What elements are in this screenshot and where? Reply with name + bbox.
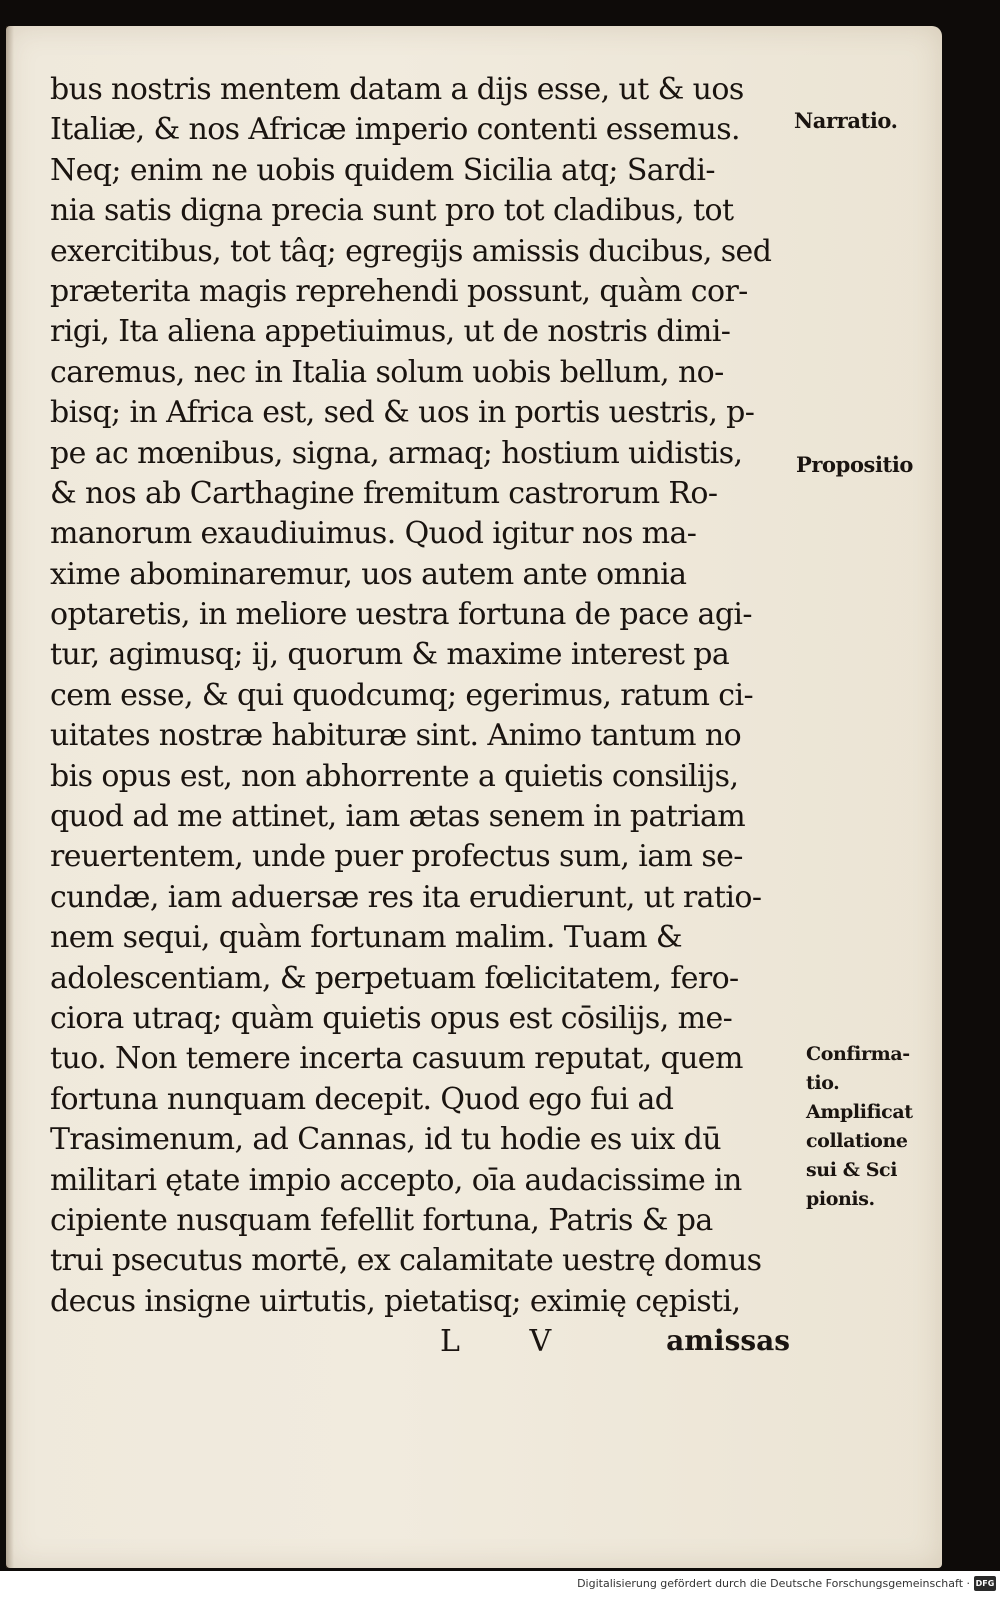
text-line: militari ętate impio accepto, oīa audacissime in: [50, 1162, 742, 1198]
text-line: Trasimenum, ad Cannas, id tu hodie es uix dū: [50, 1122, 721, 1158]
text-line: cundæ, iam aduersæ res ita erudierunt, ut ratio-: [50, 879, 762, 915]
book-page: [6, 26, 942, 1568]
text-line: bisq; in Africa est, sed & uos in portis uestris, p-: [50, 395, 755, 431]
text-line: uitates nostræ habituræ sint. Animo tantum no: [50, 718, 742, 754]
marginal-note-propositio: Propositio: [796, 452, 914, 477]
catchword: amissas: [666, 1324, 790, 1358]
marginal-note-narratio: Narratio.: [794, 108, 898, 133]
text-line: rigi, Ita aliena appetiuimus, ut de nostris dimi-: [50, 314, 731, 350]
body-text: [50, 70, 810, 1368]
funding-credit: Digitalisierung gefördert durch die Deutsche Forschungsgemeinschaft ·: [577, 1577, 970, 1590]
text-line: cem esse, & qui quodcumq; egerimus, ratum ci-: [50, 677, 754, 713]
marginal-line: tio.: [806, 1072, 840, 1094]
text-line: tuo. Non temere incerta casuum reputat, quem: [50, 1041, 743, 1077]
text-line: caremus, nec in Italia solum uobis bellum, no-: [50, 354, 724, 390]
signature-mark: L V: [440, 1324, 582, 1360]
text-line: trui psecutus mortē, ex calamitate uestrę domus: [50, 1243, 762, 1279]
text-line: bus nostris mentem datam a dijs esse, ut & uos: [50, 72, 744, 107]
marginal-note-confirmatio: [806, 1040, 913, 1214]
text-line: Italiæ, & nos Africæ imperio contenti essemus.: [50, 112, 740, 148]
text-line: nem sequi, quàm fortunam malim. Tuam &: [50, 920, 683, 956]
marginal-line: pionis.: [806, 1188, 875, 1210]
marginal-line: Amplificat: [806, 1101, 913, 1123]
text-line: optaretis, in meliore uestra fortuna de pace agi-: [50, 597, 752, 633]
text-line: tur, agimusq; ij, quorum & maxime interest pa: [50, 637, 730, 673]
text-line: reuertentem, unde puer profectus sum, iam se-: [50, 839, 743, 875]
page-footer-row: [50, 1324, 810, 1368]
digitization-footer: [0, 1571, 1000, 1599]
text-line: præterita magis reprehendi possunt, quàm cor-: [50, 273, 748, 309]
text-line: exercitibus, tot tâq; egregijs amissis ducibus, sed: [50, 233, 772, 269]
text-line: nia satis digna precia sunt pro tot cladibus, tot: [50, 193, 734, 229]
text-line: quod ad me attinet, iam ætas senem in patriam: [50, 799, 746, 835]
text-line: ciora utraq; quàm quietis opus est cōsilijs, me-: [50, 1000, 733, 1036]
text-line: & nos ab Carthagine fremitum castrorum Ro-: [50, 475, 718, 511]
text-line: bis opus est, non abhorrente a quietis consilijs,: [50, 758, 739, 794]
marginal-line: Confirma-: [806, 1043, 910, 1065]
marginal-line: sui & Sci: [806, 1159, 898, 1181]
text-line: decus insigne uirtutis, pietatisq; eximię cępisti,: [50, 1283, 741, 1319]
dfg-logo: DFG: [974, 1576, 996, 1591]
text-line: manorum exaudiuimus. Quod igitur nos ma-: [50, 516, 697, 552]
text-line: fortuna nunquam decepit. Quod ego fui ad: [50, 1081, 674, 1117]
marginal-line: collatione: [806, 1130, 908, 1152]
text-line: adolescentiam, & perpetuam fœlicitatem, fero-: [50, 960, 739, 996]
text-line: cipiente nusquam fefellit fortuna, Patris & pa: [50, 1202, 713, 1238]
text-line: Neq; enim ne uobis quidem Sicilia atq; Sardi-: [50, 152, 715, 188]
text-line: pe ac mœnibus, signa, armaq; hostium uidistis,: [50, 435, 743, 471]
text-line: xime abominaremur, uos autem ante omnia: [50, 556, 687, 592]
